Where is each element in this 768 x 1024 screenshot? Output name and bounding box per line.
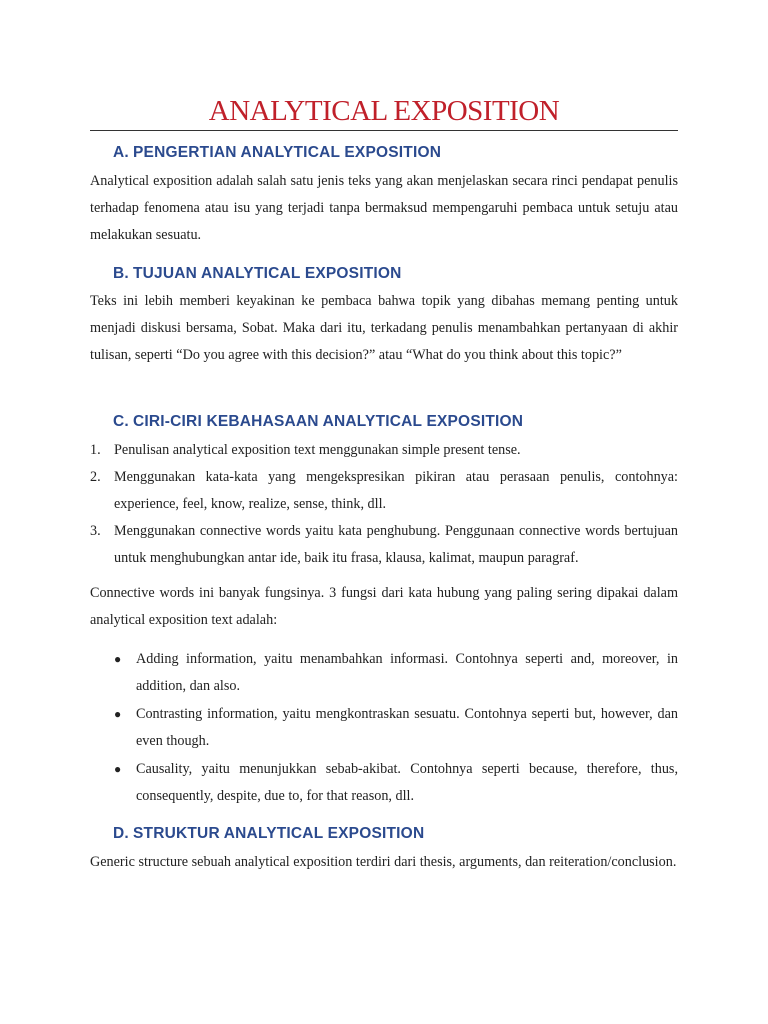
bullet-icon: ●	[114, 652, 122, 666]
section-c-letter: C.	[113, 413, 129, 430]
section-d-letter: D.	[113, 825, 129, 842]
characteristics-list	[90, 437, 678, 572]
list-item	[90, 518, 678, 572]
document-title: ANALYTICAL EXPOSITION	[208, 95, 560, 127]
section-a-letter: A.	[113, 144, 129, 161]
list-item-text: Contrasting information, yaitu mengkontraskan sesuatu. Contohnya seperti but, however, dan even though.	[136, 706, 678, 749]
list-item-number: 3.	[90, 523, 101, 539]
section-b-paragraph: Teks ini lebih memberi keyakinan ke pembaca bahwa topik yang dibahas memang penting untuk menjadi diskusi bersama, Sobat. Maka dari itu, terkadang penulis menambahkan pertanyaan di akhir tulisan, seperti “Do you agree with this decision?” atau “What do you think about this topic?”	[90, 293, 678, 363]
section-d-paragraph: Generic structure sebuah analytical exposition terdiri dari thesis, arguments, dan reiteration/conclusion.	[90, 854, 677, 870]
section-d-heading	[113, 824, 424, 844]
section-b-title: TUJUAN ANALYTICAL EXPOSITION	[133, 265, 402, 282]
title-divider	[90, 130, 678, 131]
list-item-number: 1.	[90, 442, 101, 458]
section-b-heading	[113, 264, 402, 284]
list-item-text: Menggunakan kata-kata yang mengekspresikan pikiran atau perasaan penulis, contohnya: experience, feel, know, realize, sense, think, dll.	[114, 469, 678, 512]
section-a-paragraph: Analytical exposition adalah salah satu jenis teks yang akan menjelaskan secara rinci pendapat penulis terhadap fenomena atau isu yang terjadi tanpa bermaksud mempengaruhi pembaca untuk setuju atau melakukan sesuatu.	[90, 173, 678, 243]
bullet-icon: ●	[114, 707, 122, 721]
section-a-title: PENGERTIAN ANALYTICAL EXPOSITION	[133, 144, 442, 161]
list-item	[113, 756, 678, 810]
section-c-title: CIRI-CIRI KEBAHASAAN ANALYTICAL EXPOSITION	[133, 413, 524, 430]
section-b-letter: B.	[113, 265, 129, 282]
section-c-heading	[113, 412, 523, 432]
section-d-title: STRUKTUR ANALYTICAL EXPOSITION	[133, 825, 425, 842]
list-item	[90, 437, 678, 464]
connective-words-paragraph: Connective words ini banyak fungsinya. 3 fungsi dari kata hubung yang paling sering dipakai dalam analytical exposition text adalah:	[90, 585, 678, 628]
list-item	[113, 646, 678, 700]
bullet-icon: ●	[114, 762, 122, 776]
list-item-text: Menggunakan connective words yaitu kata penghubung. Penggunaan connective words bertujuan untuk menghubungkan antar ide, baik itu frasa, klausa, kalimat, maupun paragraf.	[114, 523, 678, 566]
list-item-text: Adding information, yaitu menambahkan informasi. Contohnya seperti and, moreover, in addition, dan also.	[136, 651, 678, 694]
list-item-text: Penulisan analytical exposition text menggunakan simple present tense.	[114, 442, 521, 458]
list-item	[113, 701, 678, 755]
list-item-number: 2.	[90, 469, 101, 485]
list-item	[90, 464, 678, 518]
section-a-heading	[113, 143, 441, 163]
connective-functions-list	[113, 646, 678, 811]
list-item-text: Causality, yaitu menunjukkan sebab-akibat. Contohnya seperti because, therefore, thus, consequently, despite, due to, for that reason, dll.	[136, 761, 678, 804]
